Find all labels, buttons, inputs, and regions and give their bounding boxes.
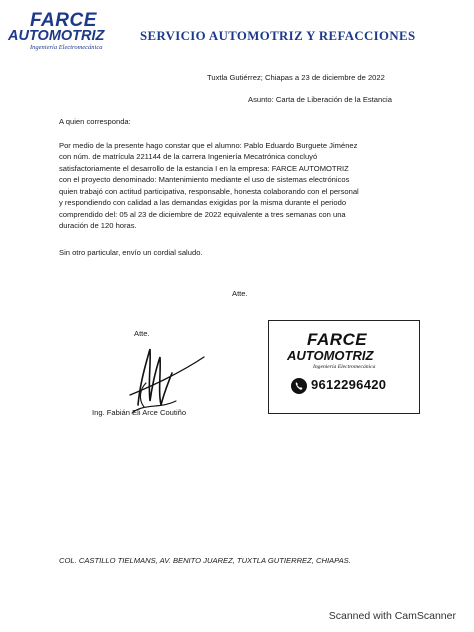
greeting: A quien corresponda: bbox=[59, 117, 131, 126]
atte-center: Atte. bbox=[232, 289, 248, 298]
logo-line-3: Ingeniería Electromecánica bbox=[30, 44, 103, 51]
logo-line-1: FARCE bbox=[30, 10, 97, 31]
body-line: y respondiendo con calidad a las demandas exigidas por la misma durante el periodo bbox=[59, 198, 347, 207]
logo-line-2: AUTOMOTRIZ bbox=[8, 28, 105, 44]
signer-name: Ing. Fabián Eli Arce Coutiño bbox=[92, 408, 187, 417]
scanner-watermark: Scanned with CamScanner bbox=[328, 610, 456, 622]
company-logo bbox=[8, 12, 126, 52]
stamp-line-2: AUTOMOTRIZ bbox=[287, 348, 374, 363]
body-line: con el proyecto denominado: Mantenimiento mediante el uso de sistemas electrónicos bbox=[59, 175, 350, 184]
stamp-phone: 9612296420 bbox=[311, 377, 387, 392]
body-line: quien trabajó con actitud participativa, responsable, honesta colaborando con el personal bbox=[59, 187, 359, 196]
header-title: SERVICIO AUTOMOTRIZ Y REFACCIONES bbox=[140, 29, 416, 43]
stamp-line-1: FARCE bbox=[307, 330, 368, 349]
body-line: Por medio de la presente hago constar que el alumno: Pablo Eduardo Burguete Jiménez bbox=[59, 141, 358, 150]
atte-left: Atte. bbox=[134, 329, 150, 338]
stamp-line-3: Ingeniería Electromecánica bbox=[313, 364, 376, 370]
body-line: duración de 120 horas. bbox=[59, 221, 137, 230]
place-date: Tuxtla Gutiérrez; Chiapas a 23 de diciembre de 2022 bbox=[207, 73, 385, 82]
closing-line: Sin otro particular, envío un cordial saludo. bbox=[59, 248, 203, 257]
subject-line: Asunto: Carta de Liberación de la Estancia bbox=[248, 95, 392, 104]
footer-address: COL. CASTILLO TIELMANS, AV. BENITO JUAREZ, TUXTLA GUTIERREZ, CHIAPAS. bbox=[59, 556, 351, 565]
body-line: con núm. de matrícula 221144 de la carrera Ingeniería Mecatrónica concluyó bbox=[59, 152, 318, 161]
body-line: comprendido del: 05 al 23 de diciembre de 2022 equivalente a tres semanas con una bbox=[59, 210, 346, 219]
company-stamp bbox=[268, 320, 420, 414]
phone-icon bbox=[291, 378, 307, 394]
body-line: satisfactoriamente el desarrollo de la estancia I en la empresa: FARCE AUTOMOTRIZ bbox=[59, 164, 349, 173]
